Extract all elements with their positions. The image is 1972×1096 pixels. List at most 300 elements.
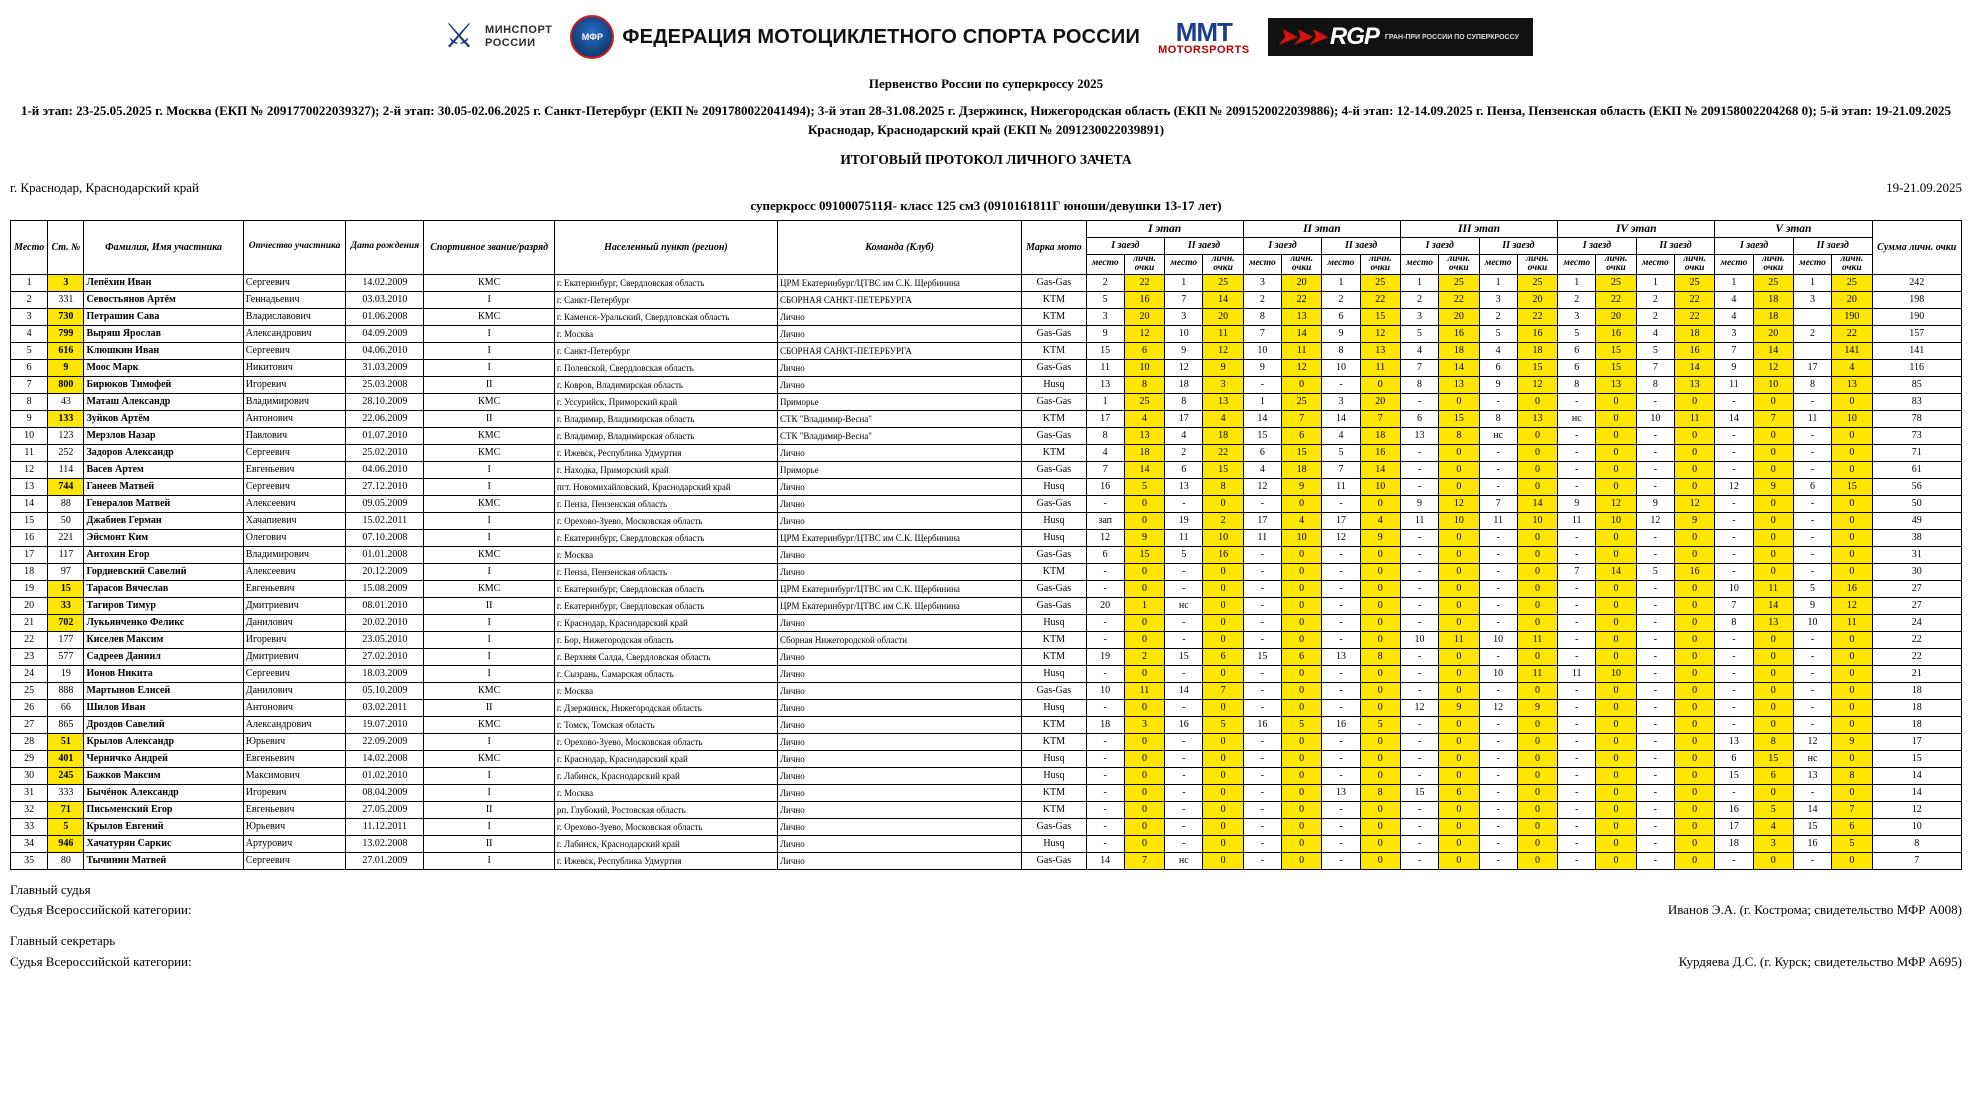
cell-stage5-race1-points: 20 <box>1753 325 1793 342</box>
federation-badge-icon: МФР <box>570 15 614 59</box>
cell-stage1-race1-points: 0 <box>1124 835 1164 852</box>
cell-stage2-race1-points: 0 <box>1281 682 1321 699</box>
cell-stage5-race1-points: 0 <box>1753 563 1793 580</box>
cell-stage1-race2-points: 2 <box>1203 512 1243 529</box>
cell-stage5-race1-place: - <box>1715 665 1753 682</box>
cell-stage3-race2-place: 4 <box>1479 342 1517 359</box>
cell-city: г. Находка, Приморский край <box>554 461 777 478</box>
cell-stage3-race1-place: 6 <box>1400 410 1438 427</box>
cell-stage5-race1-place: 14 <box>1715 410 1753 427</box>
cell-stage4-race2-place: - <box>1636 699 1674 716</box>
cell-stage5-race2-points: 5 <box>1832 835 1872 852</box>
cell-stage3-race1-points: 11 <box>1439 631 1479 648</box>
cell-stage1-race1-points: 0 <box>1124 750 1164 767</box>
cell-stage5-race1-points: 4 <box>1753 818 1793 835</box>
cell-stage1-race2-place: нс <box>1165 597 1203 614</box>
cell-stage3-race2-points: 0 <box>1517 818 1557 835</box>
cell-stage3-race2-points: 22 <box>1517 308 1557 325</box>
cell-rank: КМС <box>424 393 555 410</box>
cell-stage3-race2-points: 12 <box>1517 376 1557 393</box>
cell-name: Гордиевский Савелий <box>84 563 243 580</box>
cell-rank: КМС <box>424 495 555 512</box>
cell-city: г. Дзержинск, Нижегородская область <box>554 699 777 716</box>
table-row <box>11 852 1962 869</box>
cell-stage5-race1-place: - <box>1715 563 1753 580</box>
stage-4-race-1-points-header: личн. очки <box>1596 254 1636 274</box>
cell-stage5-race2-place: 9 <box>1793 597 1831 614</box>
cell-stage2-race1-place: 17 <box>1243 512 1281 529</box>
cell-stage2-race2-points: 0 <box>1360 750 1400 767</box>
cell-stage5-race1-place: 17 <box>1715 818 1753 835</box>
cell-stage1-race1-points: 0 <box>1124 512 1164 529</box>
cell-stage3-race2-points: 0 <box>1517 597 1557 614</box>
cell-stage4-race2-points: 0 <box>1674 784 1714 801</box>
cell-stage5-race1-place: - <box>1715 784 1753 801</box>
cell-stage2-race1-points: 0 <box>1281 563 1321 580</box>
cell-stage3-race2-points: 0 <box>1517 682 1557 699</box>
cell-stage1-race2-points: 0 <box>1203 733 1243 750</box>
cell-stage5-race2-points: 7 <box>1832 801 1872 818</box>
cell-stage2-race1-points: 22 <box>1281 291 1321 308</box>
cell-place: 19 <box>11 580 48 597</box>
cell-stage1-race2-place: 3 <box>1165 308 1203 325</box>
cell-stage3-race1-place: 10 <box>1400 631 1438 648</box>
cell-start-number: 71 <box>48 801 84 818</box>
cell-birth: 25.03.2008 <box>346 376 424 393</box>
cell-stage4-race1-points: 0 <box>1596 648 1636 665</box>
cell-stage2-race1-place: 15 <box>1243 427 1281 444</box>
cell-stage2-race2-points: 0 <box>1360 665 1400 682</box>
cell-name: Маташ Александр <box>84 393 243 410</box>
cell-stage5-race1-points: 12 <box>1753 359 1793 376</box>
cell-stage4-race2-points: 0 <box>1674 835 1714 852</box>
stage-3-race-1-points-header: личн. очки <box>1439 254 1479 274</box>
cell-stage4-race1-points: 0 <box>1596 427 1636 444</box>
table-row <box>11 410 1962 427</box>
cell-stage2-race1-place: - <box>1243 682 1281 699</box>
cell-stage4-race2-place: - <box>1636 835 1674 852</box>
cell-city: пгт. Новомихайловский, Краснодарский край <box>554 478 777 495</box>
cell-rank: II <box>424 410 555 427</box>
cell-stage4-race2-place: - <box>1636 444 1674 461</box>
cell-birth: 03.03.2010 <box>346 291 424 308</box>
cell-stage2-race1-points: 14 <box>1281 325 1321 342</box>
cell-stage2-race1-points: 0 <box>1281 580 1321 597</box>
cell-rank: I <box>424 733 555 750</box>
cell-sum: 83 <box>1872 393 1962 410</box>
cell-stage5-race2-points: 16 <box>1832 580 1872 597</box>
cell-stage3-race2-place: 5 <box>1479 325 1517 342</box>
cell-stage2-race2-place: - <box>1322 580 1360 597</box>
cell-stage2-race2-place: - <box>1322 835 1360 852</box>
cell-stage4-race1-points: 0 <box>1596 818 1636 835</box>
cell-stage3-race1-place: - <box>1400 461 1438 478</box>
cell-stage1-race2-points: 9 <box>1203 359 1243 376</box>
cell-stage4-race1-points: 0 <box>1596 444 1636 461</box>
cell-stage2-race2-points: 0 <box>1360 631 1400 648</box>
cell-stage2-race2-place: 17 <box>1322 512 1360 529</box>
judge-category: Судья Всероссийской категории: <box>10 902 192 918</box>
cell-stage3-race2-place: 6 <box>1479 359 1517 376</box>
col-place: Место <box>11 220 48 274</box>
cell-stage3-race2-place: - <box>1479 818 1517 835</box>
cell-stage1-race2-points: 7 <box>1203 682 1243 699</box>
cell-moto: Husq <box>1022 835 1086 852</box>
cell-stage1-race1-place: - <box>1086 750 1124 767</box>
cell-stage4-race2-place: - <box>1636 427 1674 444</box>
cell-city: г. Пенза, Пензенская область <box>554 495 777 512</box>
cell-rank: I <box>424 325 555 342</box>
stage-3-race-2-points-header: личн. очки <box>1517 254 1557 274</box>
cell-patronymic: Владиславович <box>243 308 346 325</box>
cell-stage2-race2-place: 7 <box>1322 461 1360 478</box>
cell-stage4-race1-place: 5 <box>1558 325 1596 342</box>
cell-stage1-race2-points: 0 <box>1203 597 1243 614</box>
cell-stage2-race1-points: 11 <box>1281 342 1321 359</box>
cell-stage2-race1-place: - <box>1243 801 1281 818</box>
cell-stage5-race2-place: 3 <box>1793 291 1831 308</box>
cell-sum: 14 <box>1872 767 1962 784</box>
cell-stage2-race1-place: - <box>1243 495 1281 512</box>
cell-rank: I <box>424 852 555 869</box>
cell-stage5-race2-place <box>1793 308 1831 325</box>
cell-place: 2 <box>11 291 48 308</box>
signatures <box>10 880 1962 973</box>
cell-stage2-race1-points: 0 <box>1281 376 1321 393</box>
cell-stage2-race2-place: 8 <box>1322 342 1360 359</box>
cell-stage5-race2-place: - <box>1793 784 1831 801</box>
stage-1-header: I этап <box>1086 220 1243 237</box>
cell-stage3-race2-place: 8 <box>1479 410 1517 427</box>
cell-sum: 50 <box>1872 495 1962 512</box>
cell-place: 14 <box>11 495 48 512</box>
cell-start-number: 123 <box>48 427 84 444</box>
cell-stage3-race2-points: 20 <box>1517 291 1557 308</box>
cell-stage4-race2-points: 0 <box>1674 444 1714 461</box>
cell-stage2-race1-points: 4 <box>1281 512 1321 529</box>
cell-stage1-race2-points: 0 <box>1203 495 1243 512</box>
cell-stage3-race1-place: 12 <box>1400 699 1438 716</box>
cell-stage3-race2-place: - <box>1479 784 1517 801</box>
cell-moto: Gas-Gas <box>1022 461 1086 478</box>
cell-stage1-race1-place: 1 <box>1086 393 1124 410</box>
cell-sum: 18 <box>1872 682 1962 699</box>
cell-stage1-race1-points: 16 <box>1124 291 1164 308</box>
cell-stage3-race2-place: нс <box>1479 427 1517 444</box>
cell-stage3-race2-points: 0 <box>1517 580 1557 597</box>
cell-stage1-race1-points: 7 <box>1124 852 1164 869</box>
cell-team: Лично <box>777 801 1021 818</box>
cell-team: Лично <box>777 648 1021 665</box>
cell-city: г. Бор, Нижегородская область <box>554 631 777 648</box>
cell-stage2-race2-points: 5 <box>1360 716 1400 733</box>
cell-patronymic: Сергеевич <box>243 665 346 682</box>
cell-stage2-race1-place: 2 <box>1243 291 1281 308</box>
stage-3-race-2-header: II заезд <box>1479 237 1558 254</box>
cell-patronymic: Евгеньевич <box>243 801 346 818</box>
event-place: г. Краснодар, Краснодарский край <box>10 179 200 195</box>
cell-stage2-race2-place: 4 <box>1322 427 1360 444</box>
championship-title: Первенство России по суперкроссу 2025 <box>868 76 1104 91</box>
cell-team: Сборная Нижегородской области <box>777 631 1021 648</box>
cell-stage1-race2-points: 14 <box>1203 291 1243 308</box>
cell-stage5-race2-points: 0 <box>1832 427 1872 444</box>
cell-place: 16 <box>11 529 48 546</box>
cell-start-number: 88 <box>48 495 84 512</box>
cell-rank: II <box>424 376 555 393</box>
cell-stage2-race2-points: 20 <box>1360 393 1400 410</box>
cell-stage3-race2-points: 0 <box>1517 529 1557 546</box>
cell-stage3-race2-points: 0 <box>1517 648 1557 665</box>
cell-stage3-race1-place: - <box>1400 682 1438 699</box>
cell-stage5-race2-points: 0 <box>1832 852 1872 869</box>
cell-stage5-race2-points: 0 <box>1832 546 1872 563</box>
cell-stage3-race1-points: 0 <box>1439 444 1479 461</box>
table-row <box>11 614 1962 631</box>
cell-stage3-race2-place: - <box>1479 478 1517 495</box>
cell-stage1-race2-place: 13 <box>1165 478 1203 495</box>
cell-stage2-race1-place: - <box>1243 784 1281 801</box>
cell-stage4-race2-place: - <box>1636 529 1674 546</box>
cell-stage3-race1-points: 12 <box>1439 495 1479 512</box>
cell-stage5-race2-place: 14 <box>1793 801 1831 818</box>
cell-sum: 14 <box>1872 784 1962 801</box>
cell-patronymic: Александрович <box>243 325 346 342</box>
cell-sum: 21 <box>1872 665 1962 682</box>
cell-stage2-race2-place: - <box>1322 818 1360 835</box>
stage-5-race-1-header: I заезд <box>1715 237 1794 254</box>
stage-5-race-1-points-header: личн. очки <box>1753 254 1793 274</box>
cell-stage3-race2-points: 0 <box>1517 801 1557 818</box>
place-date-row <box>10 180 1962 196</box>
cell-moto: KTM <box>1022 801 1086 818</box>
table-row <box>11 750 1962 767</box>
table-row <box>11 835 1962 852</box>
table-row <box>11 716 1962 733</box>
cell-stage2-race1-points: 18 <box>1281 461 1321 478</box>
cell-team: Лично <box>777 308 1021 325</box>
cell-place: 34 <box>11 835 48 852</box>
cell-stage3-race2-points: 0 <box>1517 614 1557 631</box>
cell-stage1-race1-points: 0 <box>1124 784 1164 801</box>
cell-stage4-race2-points: 0 <box>1674 614 1714 631</box>
cell-place: 15 <box>11 512 48 529</box>
cell-name: Бажков Максим <box>84 767 243 784</box>
cell-stage3-race2-points: 0 <box>1517 393 1557 410</box>
cell-place: 30 <box>11 767 48 784</box>
cell-stage5-race1-points: 0 <box>1753 716 1793 733</box>
cell-stage2-race1-place: 10 <box>1243 342 1281 359</box>
cell-team: СБОРНАЯ САНКТ-ПЕТЕРБУРГА <box>777 342 1021 359</box>
cell-stage3-race2-place: - <box>1479 563 1517 580</box>
cell-city: г. Верхняя Салда, Свердловская область <box>554 648 777 665</box>
secretary-block <box>10 931 1962 973</box>
cell-stage3-race1-points: 10 <box>1439 512 1479 529</box>
cell-stage2-race1-place: - <box>1243 631 1281 648</box>
cell-stage4-race1-place: - <box>1558 614 1596 631</box>
cell-stage1-race2-points: 16 <box>1203 546 1243 563</box>
cell-birth: 23.05.2010 <box>346 631 424 648</box>
cell-stage1-race1-place: - <box>1086 801 1124 818</box>
cell-stage2-race2-place: 9 <box>1322 325 1360 342</box>
cell-sum: 61 <box>1872 461 1962 478</box>
cell-patronymic: Никитович <box>243 359 346 376</box>
cell-stage4-race2-place: - <box>1636 614 1674 631</box>
cell-birth: 18.03.2009 <box>346 665 424 682</box>
cell-stage1-race1-points: 10 <box>1124 359 1164 376</box>
cell-team: Лично <box>777 512 1021 529</box>
cell-stage2-race1-points: 0 <box>1281 699 1321 716</box>
cell-stage5-race1-points: 14 <box>1753 597 1793 614</box>
cell-stage3-race2-points: 0 <box>1517 733 1557 750</box>
cell-stage4-race2-points: 12 <box>1674 495 1714 512</box>
cell-name: Тычинин Матвей <box>84 852 243 869</box>
cell-stage2-race2-points: 0 <box>1360 546 1400 563</box>
cell-stage4-race1-points: 0 <box>1596 750 1636 767</box>
cell-stage1-race1-points: 12 <box>1124 325 1164 342</box>
cell-stage4-race2-points: 0 <box>1674 733 1714 750</box>
cell-birth: 27.02.2010 <box>346 648 424 665</box>
cell-start-number: 15 <box>48 580 84 597</box>
cell-stage4-race2-place: 8 <box>1636 376 1674 393</box>
cell-stage5-race1-place: 18 <box>1715 835 1753 852</box>
cell-rank: КМС <box>424 274 555 291</box>
cell-stage5-race2-points: 12 <box>1832 597 1872 614</box>
cell-stage1-race1-place: 5 <box>1086 291 1124 308</box>
cell-stage5-race1-points: 0 <box>1753 631 1793 648</box>
cell-stage2-race1-place: - <box>1243 852 1281 869</box>
cell-stage1-race1-points: 2 <box>1124 648 1164 665</box>
cell-stage5-race2-place: 1 <box>1793 274 1831 291</box>
cell-stage5-race2-place: - <box>1793 546 1831 563</box>
cell-name: Хачатурян Саркис <box>84 835 243 852</box>
cell-stage3-race1-points: 0 <box>1439 478 1479 495</box>
stage-4-race-1-header: I заезд <box>1558 237 1637 254</box>
table-row <box>11 563 1962 580</box>
cell-stage3-race2-points: 15 <box>1517 359 1557 376</box>
cell-team: СТК "Владимир-Весна" <box>777 410 1021 427</box>
cell-stage5-race2-place: - <box>1793 529 1831 546</box>
cell-team: Лично <box>777 359 1021 376</box>
cell-stage1-race2-points: 25 <box>1203 274 1243 291</box>
cell-team: ЦРМ Екатеринбург/ЦТВС им С.К. Щербинина <box>777 529 1021 546</box>
cell-stage5-race1-points: 0 <box>1753 784 1793 801</box>
cell-stage5-race1-points: 0 <box>1753 665 1793 682</box>
cell-stage3-race2-points: 9 <box>1517 699 1557 716</box>
cell-stage1-race2-points: 0 <box>1203 818 1243 835</box>
cell-stage3-race2-points: 0 <box>1517 546 1557 563</box>
cell-stage3-race1-points: 16 <box>1439 325 1479 342</box>
cell-stage2-race1-place: - <box>1243 835 1281 852</box>
cell-stage1-race2-place: 19 <box>1165 512 1203 529</box>
cell-stage2-race2-place: - <box>1322 750 1360 767</box>
cell-moto: Gas-Gas <box>1022 580 1086 597</box>
cell-stage2-race1-place: - <box>1243 580 1281 597</box>
cell-stage4-race2-points: 0 <box>1674 767 1714 784</box>
cell-start-number: 117 <box>48 546 84 563</box>
cell-rank: КМС <box>424 427 555 444</box>
class-line: суперкросс 0910007511Я- класс 125 см3 (0910161811Г юноши/девушки 13-17 лет) <box>750 197 1222 213</box>
cell-stage5-race1-place: - <box>1715 546 1753 563</box>
cell-stage5-race1-points: 14 <box>1753 342 1793 359</box>
cell-stage5-race1-place: 1 <box>1715 274 1753 291</box>
cell-stage1-race1-place: 8 <box>1086 427 1124 444</box>
minsport-line2: РОССИИ <box>485 37 536 49</box>
cell-place: 8 <box>11 393 48 410</box>
cell-stage3-race1-place: - <box>1400 648 1438 665</box>
secretary-title: Главный секретарь <box>10 933 116 949</box>
cell-place: 23 <box>11 648 48 665</box>
cell-stage2-race1-place: 14 <box>1243 410 1281 427</box>
cell-stage5-race2-place: - <box>1793 461 1831 478</box>
cell-stage2-race2-place: - <box>1322 801 1360 818</box>
cell-stage3-race2-points: 13 <box>1517 410 1557 427</box>
cell-stage5-race1-points: 0 <box>1753 648 1793 665</box>
cell-stage5-race1-points: 15 <box>1753 750 1793 767</box>
cell-stage2-race2-points: 22 <box>1360 291 1400 308</box>
minsport-line1: МИНСПОРТ <box>485 24 553 37</box>
col-start-number: Ст. № <box>48 220 84 274</box>
cell-place: 5 <box>11 342 48 359</box>
cell-stage1-race1-place: 2 <box>1086 274 1124 291</box>
cell-stage1-race2-points: 22 <box>1203 444 1243 461</box>
cell-place: 4 <box>11 325 48 342</box>
cell-stage4-race1-place: - <box>1558 699 1596 716</box>
cell-stage3-race1-points: 0 <box>1439 733 1479 750</box>
cell-stage1-race1-place: 19 <box>1086 648 1124 665</box>
cell-stage1-race1-points: 3 <box>1124 716 1164 733</box>
cell-rank: I <box>424 665 555 682</box>
cell-stage2-race1-points: 0 <box>1281 750 1321 767</box>
cell-stage2-race1-points: 0 <box>1281 801 1321 818</box>
cell-stage2-race1-points: 0 <box>1281 835 1321 852</box>
cell-stage3-race1-place: - <box>1400 580 1438 597</box>
cell-birth: 04.06.2010 <box>346 461 424 478</box>
cell-birth: 22.09.2009 <box>346 733 424 750</box>
cell-city: г. Каменск-Уральский, Свердловская область <box>554 308 777 325</box>
cell-stage2-race1-place: - <box>1243 818 1281 835</box>
cell-stage2-race2-place: - <box>1322 546 1360 563</box>
cell-stage4-race1-place: - <box>1558 461 1596 478</box>
cell-patronymic: Сергеевич <box>243 274 346 291</box>
minsport-logo <box>439 14 552 60</box>
cell-stage5-race1-place: - <box>1715 427 1753 444</box>
cell-patronymic: Юрьевич <box>243 818 346 835</box>
cell-stage1-race2-points: 0 <box>1203 631 1243 648</box>
cell-rank: I <box>424 648 555 665</box>
cell-stage1-race1-place: 10 <box>1086 682 1124 699</box>
cell-stage4-race2-place: - <box>1636 852 1674 869</box>
cell-stage1-race2-points: 0 <box>1203 784 1243 801</box>
cell-rank: КМС <box>424 580 555 597</box>
cell-stage1-race1-place: - <box>1086 665 1124 682</box>
cell-birth: 14.02.2009 <box>346 274 424 291</box>
cell-stage2-race1-points: 6 <box>1281 648 1321 665</box>
cell-moto: Gas-Gas <box>1022 495 1086 512</box>
cell-city: г. Владимир, Владимирская область <box>554 410 777 427</box>
cell-sum: 85 <box>1872 376 1962 393</box>
stage-1-race-2-points-header: личн. очки <box>1203 254 1243 274</box>
cell-birth: 01.02.2010 <box>346 767 424 784</box>
cell-stage5-race1-points: 0 <box>1753 852 1793 869</box>
stage-4-header: IV этап <box>1558 220 1715 237</box>
cell-stage3-race1-place: - <box>1400 818 1438 835</box>
cell-city: г. Екатеринбург, Свердловская область <box>554 274 777 291</box>
cell-birth: 27.05.2009 <box>346 801 424 818</box>
cell-stage4-race1-points: 0 <box>1596 852 1636 869</box>
cell-name: Васев Артем <box>84 461 243 478</box>
table-row <box>11 274 1962 291</box>
